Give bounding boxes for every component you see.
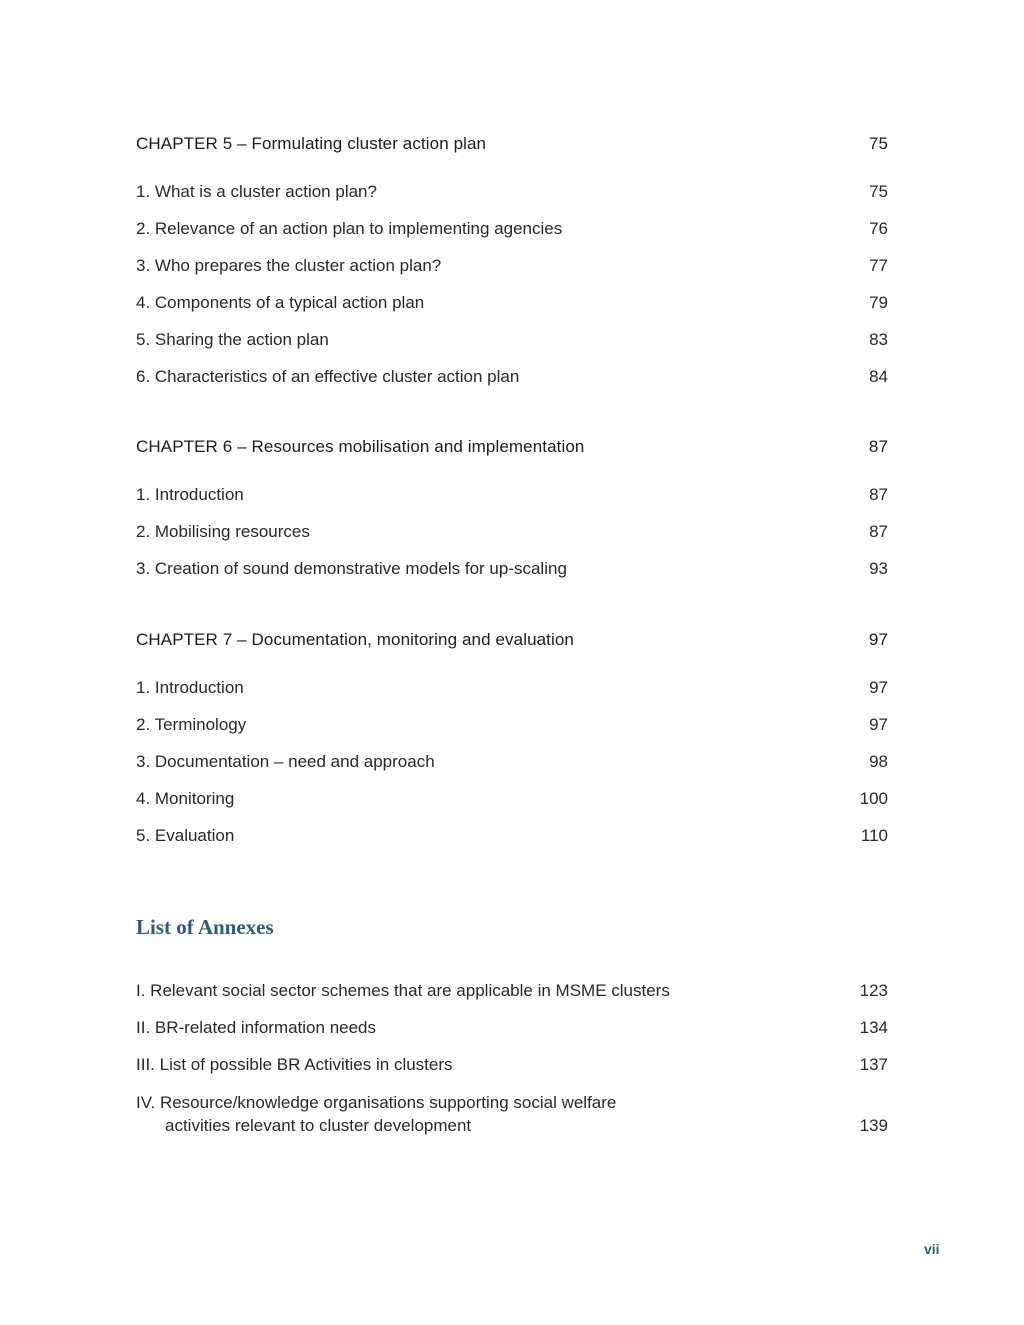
annexes-section [136, 915, 888, 1137]
chapter-heading [136, 630, 888, 652]
annex-entry[interactable] [136, 1017, 888, 1054]
toc-entry[interactable] [136, 292, 888, 329]
entry-page: 97 [869, 678, 888, 697]
entry-page: 79 [869, 293, 888, 312]
entry-page: 93 [869, 559, 888, 578]
entry-label: 4. Monitoring [136, 789, 235, 808]
chapter-7-section [136, 630, 888, 862]
toc-entry[interactable] [136, 558, 888, 595]
toc-entry[interactable] [136, 366, 888, 403]
entry-label: 2. Mobilising resources [136, 522, 310, 541]
chapter-5-section [136, 134, 888, 403]
entry-label: 1. Introduction [136, 678, 244, 697]
entry-page: 98 [869, 752, 888, 771]
entry-page: 84 [869, 367, 888, 386]
entry-label: 4. Components of a typical action plan [136, 293, 425, 312]
entry-label: IV. Resource/knowledge organisations supporting social welfare [136, 1093, 617, 1112]
entry-label: 1. Introduction [136, 485, 244, 504]
entry-page: 87 [869, 522, 888, 541]
entry-label: 6. Characteristics of an effective cluster action plan [136, 367, 520, 386]
entry-label: 5. Evaluation [136, 826, 235, 845]
entry-label-block [136, 1091, 616, 1137]
entry-label: 3. Who prepares the cluster action plan? [136, 256, 442, 275]
toc-entry[interactable] [136, 181, 888, 218]
page-number: vii [924, 1241, 940, 1257]
toc-entry[interactable] [136, 751, 888, 788]
entry-label: I. Relevant social sector schemes that are applicable in MSME clusters [136, 981, 670, 1000]
chapter-page: 75 [868, 134, 888, 153]
chapter-6-section [136, 437, 888, 595]
annexes-title: List of Annexes [136, 915, 274, 939]
entry-page: 110 [860, 826, 888, 845]
chapter-title: CHAPTER 7 – Documentation, monitoring and evaluation [136, 630, 574, 649]
entry-label: 5. Sharing the action plan [136, 330, 329, 349]
entry-page: 137 [859, 1055, 888, 1074]
entry-label: 3. Creation of sound demonstrative models for up-scaling [136, 559, 567, 578]
toc-entry[interactable] [136, 825, 888, 862]
entry-page: 87 [869, 485, 888, 504]
toc-entry[interactable] [136, 218, 888, 255]
entry-page: 100 [859, 789, 888, 808]
chapter-page: 97 [868, 630, 888, 649]
entry-label: 3. Documentation – need and approach [136, 752, 435, 771]
toc-entry[interactable] [136, 484, 888, 521]
toc-entry[interactable] [136, 255, 888, 292]
toc-entry[interactable] [136, 677, 888, 714]
annex-entry[interactable] [136, 1091, 888, 1137]
entry-label: 2. Relevance of an action plan to implementing agencies [136, 219, 563, 238]
chapter-page: 87 [868, 437, 888, 456]
entry-label-continued: activities relevant to cluster development [165, 1116, 472, 1135]
entry-page: 77 [869, 256, 888, 275]
chapter-title: CHAPTER 6 – Resources mobilisation and implementation [136, 437, 585, 456]
toc-entry[interactable] [136, 714, 888, 751]
entry-page: 123 [859, 981, 888, 1000]
entry-page: 83 [869, 330, 888, 349]
chapter-heading [136, 134, 888, 156]
entry-page: 76 [869, 219, 888, 238]
chapter-heading [136, 437, 888, 459]
entry-page: 97 [869, 715, 888, 734]
chapter-title: CHAPTER 5 – Formulating cluster action plan [136, 134, 487, 153]
annex-entry[interactable] [136, 1054, 888, 1091]
entry-page: 134 [859, 1018, 888, 1037]
entry-label: 1. What is a cluster action plan? [136, 182, 377, 201]
entry-label: III. List of possible BR Activities in clusters [136, 1055, 453, 1074]
toc-entry[interactable] [136, 788, 888, 825]
entry-page: 139 [859, 1116, 888, 1135]
entry-label: 2. Terminology [136, 715, 247, 734]
annex-entry[interactable] [136, 980, 888, 1017]
entry-page: 75 [869, 182, 888, 201]
toc-entry[interactable] [136, 521, 888, 558]
toc-entry[interactable] [136, 329, 888, 366]
entry-label: II. BR-related information needs [136, 1018, 377, 1037]
